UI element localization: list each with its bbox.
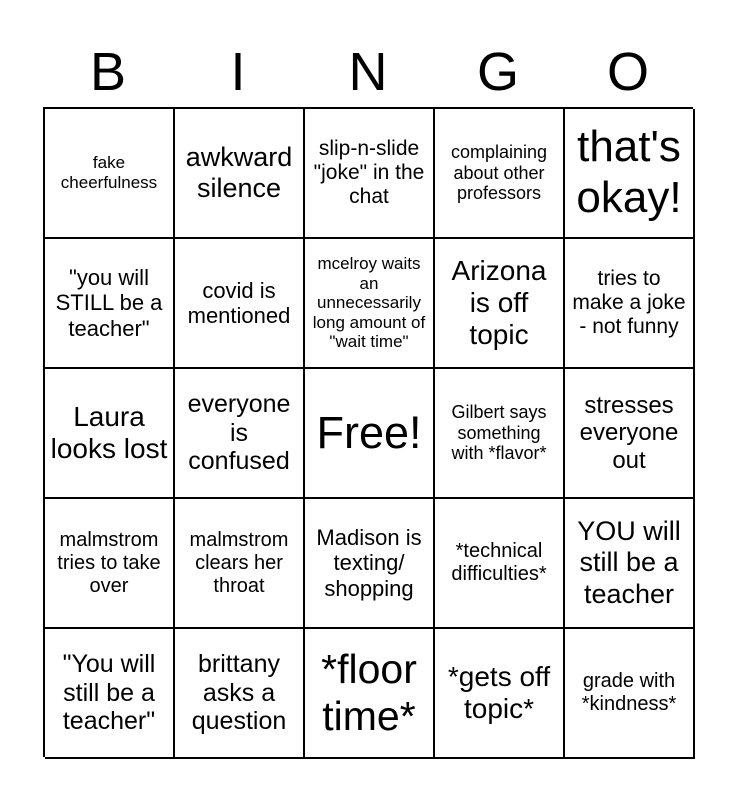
header-letter-i: I <box>230 42 246 102</box>
bingo-cell[interactable] <box>565 499 695 629</box>
cell-text: Gilbert says something with *flavor* <box>451 401 547 464</box>
cell-text: grade with *kindness* <box>581 670 677 715</box>
cell-text: Laura looks lost <box>50 400 168 464</box>
cell-text: slip-n-slide "joke" in the chat <box>313 136 425 209</box>
bingo-cell[interactable] <box>175 239 305 369</box>
bingo-cell[interactable] <box>565 239 695 369</box>
bingo-cell[interactable] <box>305 629 435 759</box>
cell-text: complaining about other professors <box>450 141 548 204</box>
cell-text: tries to make a joke - not funny <box>572 266 686 339</box>
cell-text: *technical difficulties* <box>451 540 547 585</box>
bingo-cell[interactable] <box>305 499 435 629</box>
cell-text: everyone is confused <box>187 389 291 476</box>
bingo-cell[interactable] <box>45 239 175 369</box>
cell-text: Madison is texting/ shopping <box>316 525 422 601</box>
bingo-cell[interactable] <box>435 499 565 629</box>
free-space-text: Free! <box>316 407 422 459</box>
cell-text: malmstrom clears her throat <box>189 528 289 597</box>
bingo-cell[interactable] <box>175 629 305 759</box>
bingo-cell[interactable] <box>45 499 175 629</box>
header-letter-b: B <box>89 42 127 102</box>
bingo-cell[interactable] <box>305 109 435 239</box>
bingo-header <box>43 40 693 104</box>
cell-text: *floor time* <box>321 645 417 739</box>
cell-text: stresses everyone out <box>579 391 679 474</box>
cell-text: YOU will still be a teacher <box>577 516 681 609</box>
bingo-cell[interactable] <box>435 109 565 239</box>
cell-text: mcelroy waits an unnecessarily long amount of "wait time" <box>312 254 426 352</box>
cell-text: brittany asks a question <box>191 649 287 736</box>
bingo-card-grid <box>43 107 693 757</box>
bingo-cell[interactable] <box>435 369 565 499</box>
bingo-cell[interactable] <box>435 239 565 369</box>
cell-text: awkward silence <box>185 141 293 203</box>
header-letter-n: N <box>348 42 388 102</box>
cell-text: covid is mentioned <box>187 277 291 328</box>
bingo-cell[interactable] <box>175 369 305 499</box>
header-letter-g: G <box>476 42 519 102</box>
bingo-cell[interactable] <box>45 109 175 239</box>
bingo-cell[interactable] <box>565 629 695 759</box>
cell-text: *gets off topic* <box>447 660 551 724</box>
bingo-cell[interactable] <box>175 109 305 239</box>
bingo-cell[interactable] <box>565 109 695 239</box>
bingo-cell[interactable] <box>45 369 175 499</box>
bingo-cell[interactable] <box>565 369 695 499</box>
free-space-cell[interactable] <box>305 369 435 499</box>
bingo-cell[interactable] <box>45 629 175 759</box>
header-letter-o: O <box>606 42 649 102</box>
cell-text: fake cheerfulness <box>60 153 158 192</box>
bingo-cell[interactable] <box>175 499 305 629</box>
cell-text: "You will still be a teacher" <box>62 649 156 736</box>
cell-text: that's okay! <box>576 122 682 222</box>
bingo-cell[interactable] <box>435 629 565 759</box>
cell-text: Arizona is off topic <box>451 254 547 351</box>
cell-text: malmstrom tries to take over <box>57 528 161 597</box>
cell-text: "you will STILL be a teacher" <box>55 265 163 341</box>
bingo-cell[interactable] <box>305 239 435 369</box>
